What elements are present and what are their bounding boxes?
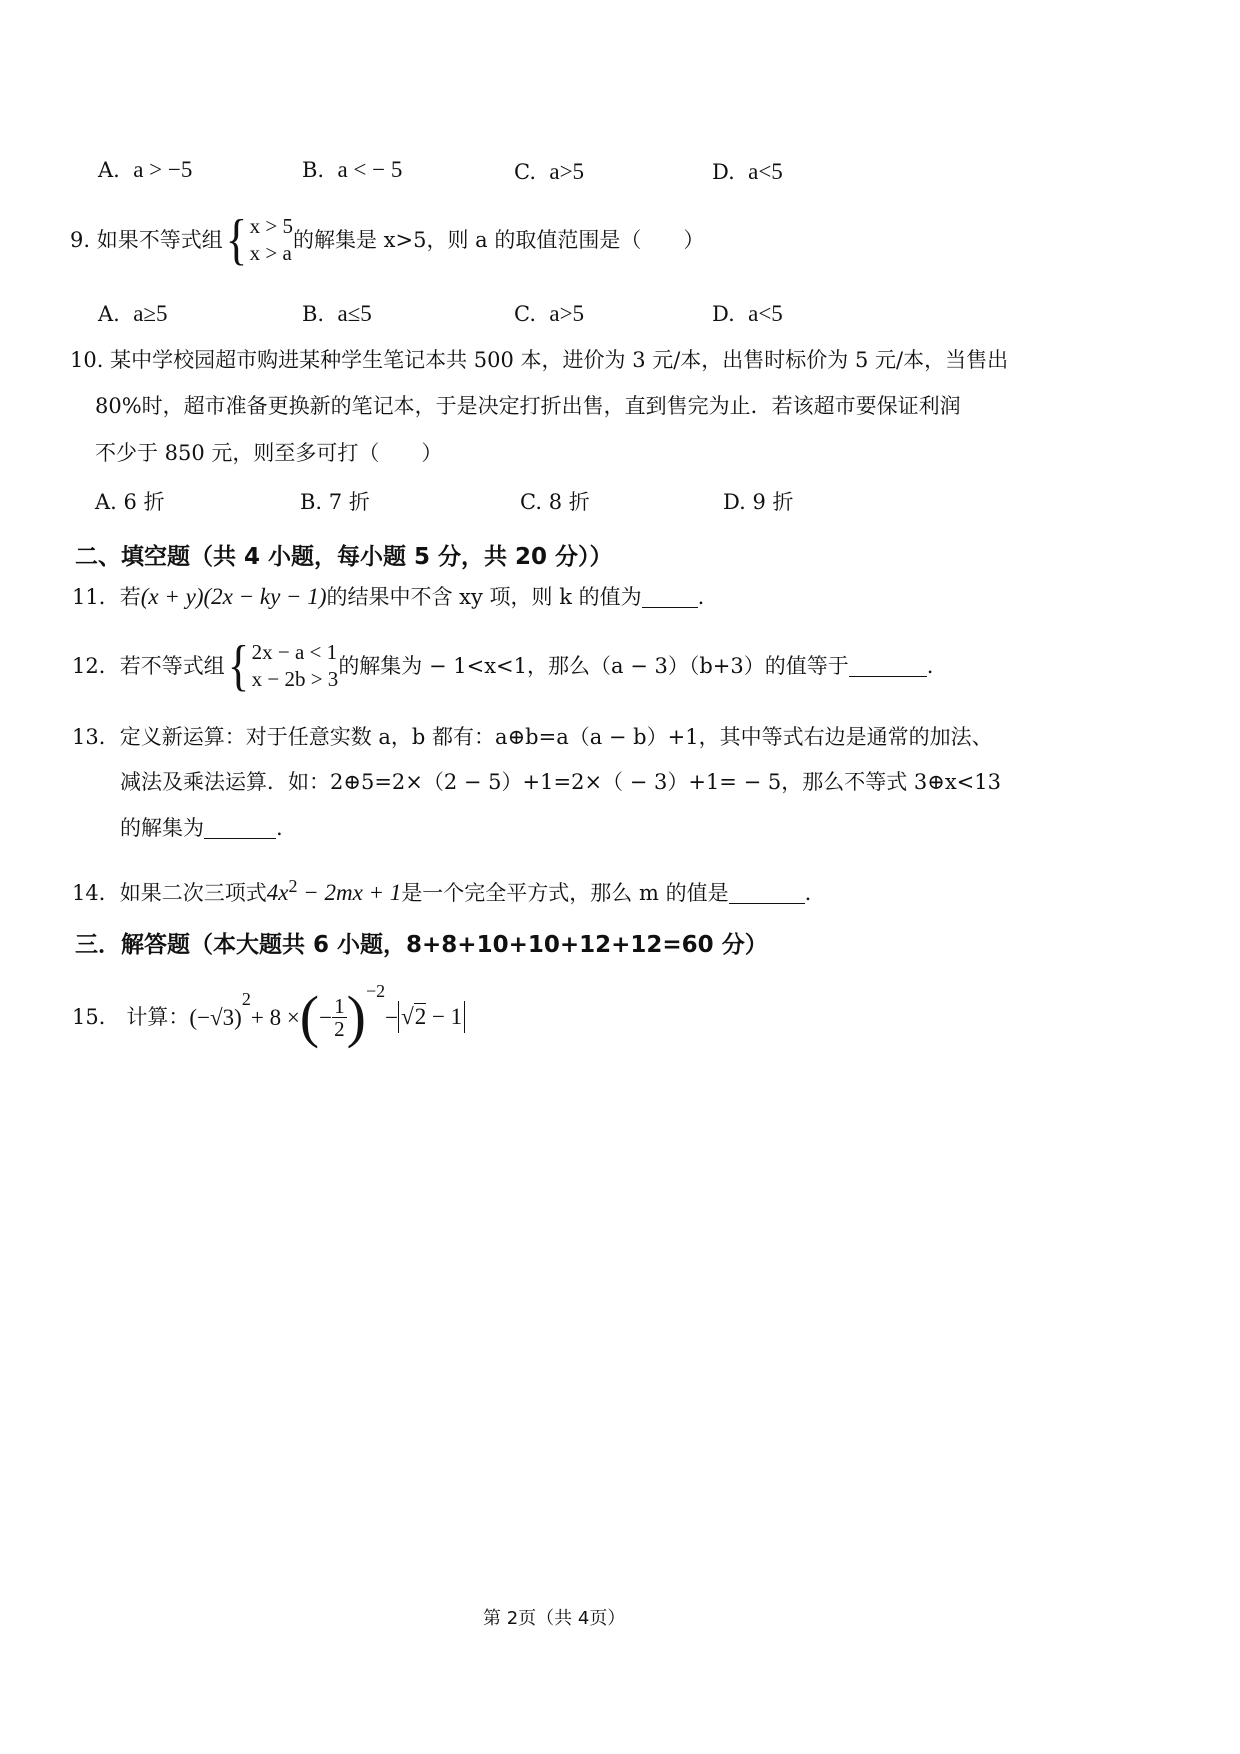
question-10-line-3 <box>95 443 442 464</box>
section-2-heading: 二、填空题（共 4 小题，每小题 5 分，共 20 分）） <box>75 544 613 570</box>
q10-option-d <box>723 492 794 513</box>
question-text: 的解集为 <box>120 816 204 840</box>
question-number: 10. <box>70 348 104 372</box>
exponent: 2 <box>241 989 251 1009</box>
option-letter: C. <box>514 302 536 326</box>
question-13-line-2 <box>120 772 1001 793</box>
question-11 <box>72 585 704 608</box>
math-term: (−√3) <box>189 1004 242 1030</box>
q8-option-c <box>514 160 584 183</box>
q10-option-a <box>95 492 165 513</box>
option-letter: D. <box>712 302 735 326</box>
question-9 <box>70 209 705 271</box>
option-text: 8 折 <box>548 490 590 514</box>
question-12 <box>72 635 934 697</box>
question-number: 9. <box>70 227 91 252</box>
q8-option-d <box>712 160 783 183</box>
option-text: 9 折 <box>752 490 794 514</box>
question-number: 11． <box>72 585 120 609</box>
answer-blank[interactable] <box>642 587 698 608</box>
inequality-line: x − 2b > 3 <box>251 667 339 691</box>
q9-option-b <box>302 302 372 325</box>
option-text: a≤5 <box>337 301 372 326</box>
question-10-line-1 <box>70 350 1008 371</box>
option-text: a>5 <box>549 301 585 326</box>
math-expression: (x + y)(2x − ky − 1) <box>140 584 327 609</box>
option-text: a<5 <box>748 159 783 184</box>
math-operator: − <box>385 1004 399 1030</box>
q9-option-c <box>514 302 584 325</box>
option-letter: C. <box>514 160 536 184</box>
question-10-line-2 <box>95 396 961 417</box>
question-number: 13． <box>72 725 120 749</box>
period: . <box>697 585 705 609</box>
inequality-system <box>250 213 293 267</box>
period: . <box>276 816 283 840</box>
answer-blank[interactable] <box>849 656 927 677</box>
math-operator: − <box>319 1004 333 1030</box>
option-letter: B. <box>302 158 325 182</box>
radicand: 2 <box>414 1004 427 1029</box>
option-letter: D. <box>712 160 735 184</box>
section-3-heading: 三．解答题（本大题共 6 小题，8+8+10+10+12+12=60 分） <box>75 932 768 958</box>
option-text: a>5 <box>549 159 585 184</box>
answer-blank[interactable] <box>729 883 805 904</box>
left-brace-icon: { <box>225 209 247 271</box>
option-letter: A. <box>98 302 120 326</box>
period: . <box>804 881 812 905</box>
option-letter: B. <box>300 490 323 514</box>
answer-blank[interactable] <box>204 818 276 839</box>
fraction <box>332 995 347 1040</box>
option-text: a≥5 <box>133 301 168 326</box>
option-letter: A. <box>95 490 117 514</box>
question-13-line-1 <box>72 727 993 748</box>
question-text: 如果二次三项式 <box>119 881 267 905</box>
exponent: −2 <box>365 981 386 1001</box>
math-term: − 1 <box>426 1004 463 1029</box>
page-footer: 第 2页（共 4页） <box>483 1608 626 1629</box>
math-expression: 4x <box>266 880 289 905</box>
inequality-system <box>252 639 339 693</box>
question-13-line-3 <box>120 818 283 839</box>
question-text: 的解集是 x>5，则 a 的取值范围是（ ） <box>292 227 705 252</box>
question-number: 14． <box>72 881 120 905</box>
question-text: 80%时，超市准备更换新的笔记本，于是决定打折出售，直到售完为止．若该超市要保证利润 <box>95 394 961 418</box>
option-text: a > −5 <box>133 157 193 182</box>
q10-option-c <box>520 492 590 513</box>
question-text: 不少于 850 元，则至多可打（ ） <box>95 441 443 465</box>
question-number: 15． <box>72 1004 120 1029</box>
option-text: 7 折 <box>328 490 370 514</box>
question-text: 是一个完全平方式，那么 m 的值是 <box>401 881 729 905</box>
question-text: 定义新运算：对于任意实数 a，b 都有：a⊕b=a（a − b）+1，其中等式右边是通常的加法、 <box>119 725 993 749</box>
option-text: 6 折 <box>123 490 165 514</box>
question-text: 如果不等式组 <box>96 227 223 252</box>
question-14 <box>72 877 811 904</box>
question-number: 12． <box>72 653 120 678</box>
option-text: a < − 5 <box>337 157 403 182</box>
option-letter: C. <box>520 490 542 514</box>
exponent: 2 <box>288 876 298 896</box>
period: . <box>926 653 934 678</box>
question-text: 若 <box>119 585 141 609</box>
inequality-line: 2x − a < 1 <box>251 640 338 664</box>
option-text: a<5 <box>748 301 783 326</box>
fraction-numerator: 1 <box>334 993 345 1018</box>
option-letter: D. <box>723 490 746 514</box>
question-15 <box>72 981 465 1049</box>
math-operator: + 8 × <box>250 1004 300 1030</box>
left-paren-icon: ( <box>299 984 320 1049</box>
q8-option-a <box>98 158 192 181</box>
question-text: 减法及乘法运算．如：2⊕5=2×（2 − 5）+1=2×（ − 3）+1= − 5，那么不等式 3⊕x<13 <box>120 770 1002 794</box>
question-text: 计算： <box>126 1004 190 1029</box>
question-text: 的结果中不含 xy 项，则 k 的值为 <box>326 585 642 609</box>
right-paren-icon: ) <box>346 984 366 1049</box>
option-letter: A. <box>98 158 120 182</box>
question-text: 若不等式组 <box>119 653 225 678</box>
question-text: 的解集为 − 1<x<1，那么（a − 3）（b+3）的值等于 <box>338 653 849 678</box>
option-letter: B. <box>302 302 325 326</box>
fraction-denominator: 2 <box>334 1016 345 1041</box>
absolute-value: √2 − 1 <box>398 1001 465 1033</box>
q10-option-b <box>300 492 370 513</box>
inequality-line: x > a <box>249 241 292 265</box>
q9-option-a <box>98 302 168 325</box>
question-text: 某中学校园超市购进某种学生笔记本共 500 本，进价为 3 元/本，出售时标价为 5 元/本，当售出 <box>110 348 1009 372</box>
math-expression: − 2mx + 1 <box>297 880 402 905</box>
q8-option-b <box>302 158 402 181</box>
left-brace-icon: { <box>227 635 249 697</box>
q9-option-d <box>712 302 783 325</box>
inequality-line: x > 5 <box>249 214 293 238</box>
